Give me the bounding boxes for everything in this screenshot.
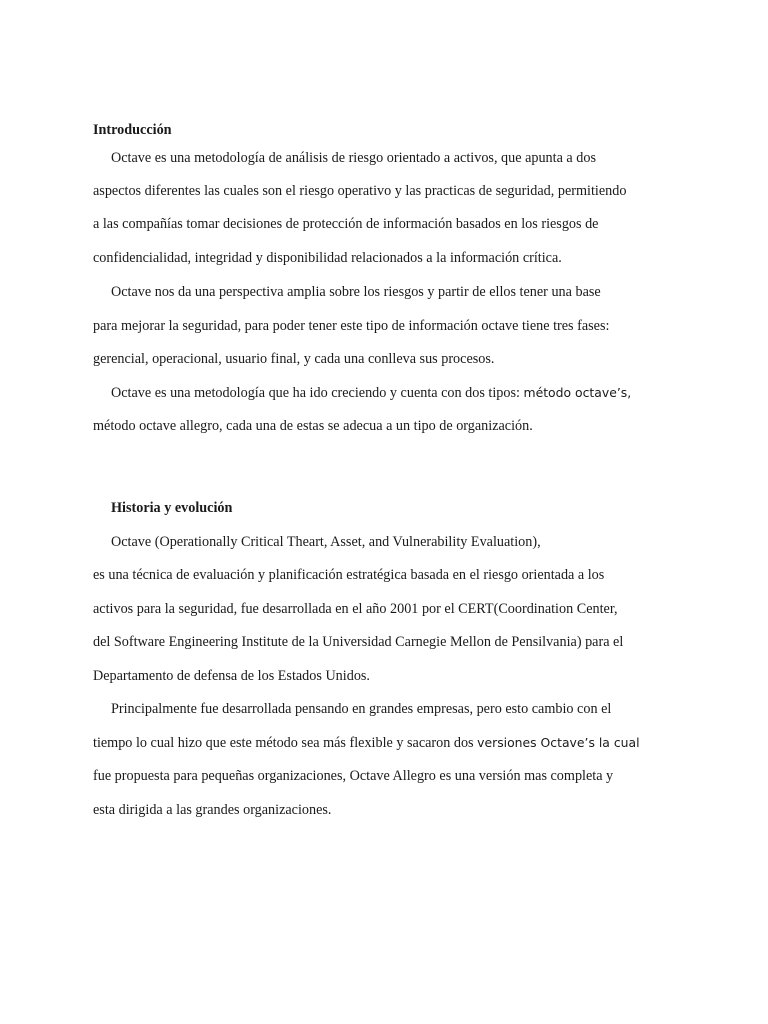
paragraph-line (93, 734, 640, 752)
paragraph-line: a las compañías tomar decisiones de protección de información basados en los riesgos de (93, 216, 599, 232)
paragraph-line: aspectos diferentes las cuales son el riesgo operativo y las practicas de seguridad, permitiendo (93, 183, 627, 199)
paragraph-line: fue propuesta para pequeñas organizaciones, Octave Allegro es una versión mas completa y (93, 768, 614, 784)
paragraph-line (111, 384, 631, 402)
paragraph-line: Departamento de defensa de los Estados Unidos. (93, 668, 370, 684)
paragraph-line: para mejorar la seguridad, para poder tener este tipo de información octave tiene tres fases: (93, 318, 610, 334)
paragraph-line: es una técnica de evaluación y planificación estratégica basada en el riesgo orientada a los (93, 567, 605, 583)
section-heading-historia: Historia y evolución (111, 500, 233, 516)
paragraph-text: tiempo lo cual hizo que este método sea más flexible y sacaron dos (93, 735, 478, 751)
paragraph-text: Octave es una metodología que ha ido creciendo y cuenta con dos tipos: (111, 385, 524, 401)
paragraph-line: esta dirigida a las grandes organizaciones. (93, 802, 332, 818)
section-heading-introduccion: Introducción (93, 122, 172, 138)
paragraph-line: método octave allegro, cada una de estas se adecua a un tipo de organización. (93, 418, 533, 434)
paragraph-line: Principalmente fue desarrollada pensando en grandes empresas, pero esto cambio con el (111, 701, 612, 717)
paragraph-line: activos para la seguridad, fue desarrollada en el año 2001 por el CERT(Coordination Center, (93, 601, 618, 617)
paragraph-line: del Software Engineering Institute de la Universidad Carnegie Mellon de Pensilvania) para el (93, 634, 624, 650)
inline-mono-text: versiones Octave’s la cual (477, 735, 640, 750)
paragraph-line: confidencialidad, integridad y disponibilidad relacionados a la información crítica. (93, 250, 562, 266)
inline-mono-text: método octave’s, (523, 385, 632, 400)
paragraph-line: Octave es una metodología de análisis de riesgo orientado a activos, que apunta a dos (111, 150, 596, 166)
paragraph-line: gerencial, operacional, usuario final, y cada una conlleva sus procesos. (93, 351, 495, 367)
paragraph-line: Octave nos da una perspectiva amplia sobre los riesgos y partir de ellos tener una base (111, 284, 601, 300)
paragraph-line: Octave (Operationally Critical Theart, Asset, and Vulnerability Evaluation), (111, 534, 541, 550)
